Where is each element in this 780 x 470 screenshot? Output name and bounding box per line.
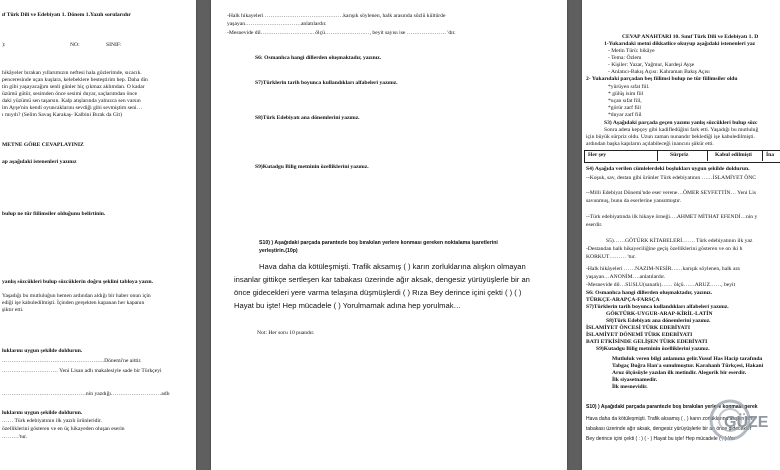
question-3: yanlış sözcükleri bulup sözcüklerin doğru şeklini tabloya yazın.	[2, 279, 154, 285]
answer-7-text: GÖKTÜRK-UYGUR-ARAP-KİRİL-LATİN	[606, 311, 713, 317]
q5-blank-line: ………'tur.	[2, 434, 28, 440]
q10-passage-line: önce gidecekleri yere varma telaşına düşmüşlerdi ( ) Rıza Bey derince içini çekti ( ) ( )	[234, 288, 522, 297]
table-cell: Sürpriz	[670, 152, 689, 158]
q5-continued-line: -Halk hikayeleri ……………………………………karışık söylenen, halk arasında sözlü kültürde	[227, 13, 446, 19]
q4-blank-line: ………………………………………nin yazdığı………………………adlı	[2, 391, 170, 397]
watermark-logo	[708, 396, 778, 444]
table-cell: Her şey	[588, 152, 607, 158]
passage-line: hikâyeler bırakan yıllarımızın neftesi hala gözlerimde, sıcacık.	[2, 70, 142, 76]
answer-3-heading: S3) Aşağıdaki parçada geçen yazımı yanlış sözcükleri bulup sözc	[604, 120, 758, 126]
question-5: luklarını uygun şekilde doldurun.	[2, 410, 83, 416]
answer-line: *duyar zarf fiil	[608, 112, 642, 118]
answer-8-heading: S8)Türk Edebiyatı ana dönemlerini yazınız.	[606, 318, 711, 324]
section-heading: METNE GÖRE CEVAPLAYINIZ	[2, 142, 84, 148]
question-10: S10) ) Aşağıdaki parçada parantezle boş bırakılan yerlere konması gereken noktalama işaretlerini	[259, 240, 498, 246]
answer-line: yaşayan…ANONİM….anlatılardır.	[586, 274, 666, 280]
answer-line: *yürüyen sıfat fiil.	[608, 84, 650, 90]
watermark-text: GÜZE	[724, 414, 769, 431]
answer-line: - Tema: Özlem	[608, 55, 642, 61]
answer-8-text: İSLAMİYET DÖNEMİ TÜRK EDEBİYATI	[586, 332, 693, 338]
answer-line: - Metin Türü: hikâye	[608, 48, 655, 54]
answer-line: Sonra adeta kepçey gibi kadifledüğini fark etti. Yaşadığı bu mutluluğ	[604, 127, 759, 133]
table-divider	[762, 150, 763, 161]
answer-line: - Anlatıcı-Bakış Açısı: Kahraman Bakış Açısı	[608, 69, 710, 75]
answer-7-heading: S7)Türklerin tarih boyunca kullandıkları alfabeleri yazınız.	[586, 304, 729, 310]
answer-9-text: İlk siyasetnamedir.	[612, 377, 658, 383]
answer-6-heading: S6: Osmanlıca hangi dillerden oluşmaktadır, yazınız.	[586, 290, 713, 296]
answer-line: için büyük sürpriz oldu. Uzun zaman nunandır beklediği işe kabuledilmişti.	[586, 134, 755, 140]
answer-9-text: Mutluluk veren bilgi anlamına gelir.Yusuf Has Hacip tarafında	[612, 356, 763, 362]
document-page-right	[582, 0, 780, 470]
answer-4-heading: S4) Aşağıda verilen cümlelerdeki boşlukları uygun şekilde doldurun.	[586, 166, 750, 172]
answer-9-text: Aruz ölçüsüyle yazılan ilk metindir. Alegorik bir eserdir.	[612, 370, 747, 376]
answer-line: --Milli Edebiyat Dönemi'nde eser verene…ÖMER SEYFETTİN… Yeni Lis	[586, 190, 757, 196]
answer-8-text: İSLAMİYET ÖNCESİ TÜRK EDEBİYATI	[586, 325, 691, 331]
passage-line: üzümü gütür, sesimden önce sesimi duyar, saçlarımdan önce	[2, 91, 138, 97]
footer-note: Not: Her soru 10 puandır.	[257, 330, 315, 336]
document-page-left	[0, 0, 196, 470]
answer-line: - Kişiler: Yazar, Yağmur, Kardeşi Ayşe	[608, 62, 695, 68]
q5-continued-line: -Mesnevide dil……………………….. ölçü……………………, beyit sayısı ise ………………… 'dır.	[227, 30, 456, 36]
q3-text-line: Yaşadığı bu mutluluğun hemen ardından aldığı bir haber onun için	[2, 293, 151, 299]
question-10-points: yerleştirin.(10p)	[259, 248, 298, 254]
q5-blank-line: özelliklerini gösteren ve en üç hikayeden oluşan eserin	[2, 426, 125, 432]
answer-2-heading: 2- Yukarıdaki parçadan beş fiilimsi bulup ne tür fiilimsiler oldu	[586, 76, 738, 82]
question-1: ap aşağıdaki istenenleri yazınız	[2, 159, 77, 165]
question-8: S8)Türk Edebiyatı ana dönemlerini yazınız.	[255, 115, 360, 121]
answer-line: ardından başka kapıların açılabileceği inancını şükür etti.	[586, 141, 714, 147]
passage-line: tin gibi yaşayacağım senli günler hiç çıkmaz aklımdan. O kadar	[2, 84, 145, 90]
answer-line: * gülüş isim fiil	[608, 91, 644, 97]
answer-10-heading: S10) ) Aşağıdaki parçada parantezle boş bırakılan yerlere konması gerek	[586, 404, 758, 410]
class-label: SINIF:	[106, 42, 122, 48]
q5-continued-line: yaşayan…………………………anlatılardır.	[227, 21, 327, 27]
table-divider	[657, 150, 658, 161]
answer-line: -Destandan halk hikayeciliğine geçiş özelliklerini gösteren ve on iki h	[586, 246, 743, 252]
q10-passage-line: insanlar gittikçe sertleşen kar tabakası üzerinde ağır aksak, dengesiz yürüyüşlerle bir an	[234, 275, 530, 284]
answer-line: *görür zarf fiil	[608, 105, 641, 111]
answer-line: KORKUT……… 'tur.	[586, 254, 636, 260]
question-9: S9)Kutadgu Bilig metninin özelliklerini yazınız.	[255, 164, 369, 170]
table-cell: Kabul edilmişti	[715, 152, 752, 158]
answer-8-text: BATI ETKİSİNDE GELİŞEN TÜRK EDEBİYATI	[586, 339, 708, 345]
number-label: NO:	[70, 42, 80, 48]
table-cell: İna	[766, 152, 775, 158]
answer-line: -Halk hikâyeleri ……NAZIM-NESİR……karışık söylenen, halk ara	[586, 266, 740, 272]
passage-line: im Ayşe'nin kendi oyuncaklarını sevdiği gibi sevmiştim seni…	[2, 105, 143, 111]
answer-9-text: Tabgaç Buğra Han'a sunulmuştur. Karahanlı Türkçesi, Hakani	[612, 363, 764, 369]
answer-5-line: S5)……GÖTÜRK KİTABELERİ……. Türk edebiyatının ilk yaz	[606, 238, 753, 244]
answer-line: savunmuş, bunu da eserlerine yansıtmıştır.	[586, 198, 682, 204]
name-label: ):	[2, 42, 6, 48]
answer-line: eserdir.	[586, 222, 603, 228]
answer-key-title: CEVAP ANAHTARI 10. Sınıf Türk Dili ve Edebiyatı 1. D	[622, 34, 759, 40]
table-divider	[707, 150, 708, 161]
answer-line: --Türk edebiyatında ilk hikaye örneği….AHMET MİTHAT EFENDİ…nin y	[586, 214, 758, 220]
question-7: S7)Türklerin tarih boyunca kullandıkları alfabeleri yazınız.	[255, 80, 398, 86]
q4-blank-line: ………………………… Yeni Lisan adlı makalesiyle sade bir Türkçeyi	[2, 368, 162, 374]
passage-source: ı mıydı? (Selim Savaş Karakaş- Kalbini Bırak da Git)	[2, 112, 122, 118]
question-2: bulup ne tür fiilimsiler olduğunu belirtinin.	[2, 211, 106, 217]
answer-10-text: Hava daha da kötüleşmişti. Trafik aksamış ( , ) karın zorluklarına alışkın olm	[586, 416, 754, 422]
q10-passage-line: Hava daha da kötüleşmişti. Trafik aksamış ( ) karın zorluklarına alışkın olmayan	[259, 262, 526, 271]
passage-line: daki yüzümü sen taşarsın. Kalp atışlarında yalnızca sen varsın	[2, 98, 141, 104]
answer-1-heading: 1-Yukarıdaki metni dikkatlice okuyup aşağıdaki istenenleri yaz	[604, 41, 756, 47]
q10-passage-line: Hayat bu işte! Hep mücadele ( ) Yorulmamak adına hep yorulmak…	[234, 301, 462, 310]
watermark-icon	[708, 396, 778, 444]
q3-text-line: ediği işe kabuledilmişti. İçinden gerşekten kapanan her kapanın	[2, 300, 145, 306]
answer-10-text: tabakası üzerinde ağır aksak, dengesiz yürüyüşlerle bir an önce gidecekler	[586, 426, 752, 432]
passage-line: penceresinde uçan kuşlara, kelebeklere besteştirim hep. Daha din	[2, 77, 148, 83]
answer-line: -Mesnevide dil…SUSLU(sanatlı)…… ölçü……ARUZ……, beyit	[586, 282, 736, 288]
question-4: luklarını uygun şekilde doldurun.	[2, 348, 83, 354]
answer-9-heading: S9)Kutadgu Bilig metninin özelliklerini yazınız.	[596, 346, 710, 352]
answer-9-text: İlk mesnevidir.	[612, 384, 648, 390]
answer-6-text: TÜRKÇE-ARAPÇA-FARSÇA	[586, 297, 660, 303]
document-page-middle	[211, 0, 567, 470]
q5-blank-line: …… Türk edebiyatının ilk yazılı ürünleridir.	[2, 418, 102, 424]
answer-line: --Koşuk, sav, destan gibi ürünler Türk edebiyatının ……İSLAMİYET ÖNC	[586, 175, 757, 181]
answer-10-text: Bey derince içini çekti ( : ) ( - ) Hayat bu işte! Hep mücadele ( , ) Yor	[586, 436, 736, 442]
exam-title: ıf Türk Dili ve Edebiyatı 1. Dönem 1.Yazılı sorularıdır	[2, 12, 131, 18]
question-6: S6: Osmanlıca hangi dillerden oluşmaktadır, yazınız.	[255, 55, 382, 61]
answer-line: *uçan sıfat fiil,	[608, 98, 642, 104]
q4-blank-line: ……………………………………………….Dönemi'ne aittir.	[2, 358, 142, 364]
q3-text-line: şiktır etti.	[2, 307, 24, 313]
